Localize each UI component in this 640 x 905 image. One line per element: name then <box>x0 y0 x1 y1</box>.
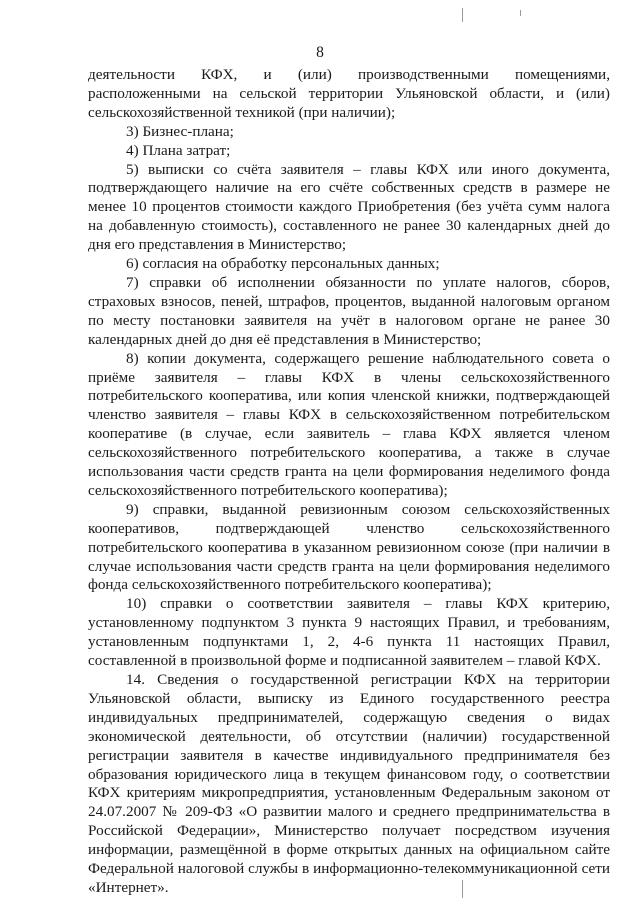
page-number: 8 <box>316 44 324 61</box>
scan-artifact-mark <box>520 10 521 16</box>
paragraph-continuation: деятельности КФХ, и (или) производственными помещениями, расположенными на сельской территории Ульяновской области, и (или) сельскохозяйственной техникой (при наличии); <box>88 66 610 121</box>
list-item-3: 3) Бизнес-плана; <box>126 122 234 140</box>
scan-artifact-mark <box>462 8 463 22</box>
document-body <box>88 66 610 898</box>
list-item-9: 9) справки, выданной ревизионным союзом сельскохозяйственных кооперативов, подтверждающей членство сельскохозяйственного потребительского кооператива в указанном ревизионном союзе (при наличии в случае использования части средств гранта на цели формирования неделимого фонда сельскохозяйственного потребительского кооператива); <box>88 500 610 594</box>
section-14-paragraph: 14. Сведения о государственной регистрации КФХ на территории Ульяновской области, выписку из Единого государственного реестра индивидуальных предпринимателей, содержащую сведения о видах экономической деятельности, об отсутствии (наличии) государственной регистрации заявителя в качестве индивидуального предпринимателя без образования юридического лица в текущем финансовом году, о соответствии КФХ критериям микропредприятия, установленным Федеральным законом от 24.07.2007 № 209-ФЗ «О развитии малого и среднего предпринимательства в Российской Федерации», Министерство получает посредством изучения информации, размещённой в форме открытых данных на официальном сайте Федеральной налоговой службы в информационно-телекоммуникационной сети «Интернет». <box>88 671 610 896</box>
list-item-5: 5) выписки со счёта заявителя – главы КФХ или иного документа, подтверждающего наличие на его счёте собственных средств в размере не менее 10 процентов стоимости каждого Приобретения (без учёта сумм налога на добавленную стоимость), составленного не ранее 30 календарных дней до дня его представления в Министерство; <box>88 160 610 254</box>
list-item-6: 6) согласия на обработку персональных данных; <box>126 255 440 273</box>
scan-artifact-mark <box>462 880 463 898</box>
list-item-7: 7) справки об исполнении обязанности по уплате налогов, сборов, страховых взносов, пеней, штрафов, процентов, выданной налоговым органом по месту постановки заявителя на учёт в налоговом органе не ранее 30 календарных дней до дня её представления в Министерство; <box>88 273 610 348</box>
list-item-4: 4) Плана затрат; <box>126 141 231 159</box>
list-item-8: 8) копии документа, содержащего решение наблюдательного совета о приёме заявителя – главы КФХ в члены сельскохозяйственного потребительского кооператива, или копия членской книжки, подтверждающей членство заявителя – главы КФХ в сельскохозяйственном потребительском кооперативе (в случае, если заявитель – глава КФХ является членом сельскохозяйственного потребительского кооператива, а также в случае использования части средств гранта на цели формирования неделимого фонда сельскохозяйственного потребительского кооператива); <box>88 349 610 499</box>
list-item-10: 10) справки о соответствии заявителя – главы КФХ критерию, установленному подпунктом 3 пункта 9 настоящих Правил, и требованиям, установленным подпунктами 1, 2, 4-6 пункта 11 настоящих Правил, составленной в произвольной форме и подписанной заявителем – главой КФХ. <box>88 595 610 670</box>
